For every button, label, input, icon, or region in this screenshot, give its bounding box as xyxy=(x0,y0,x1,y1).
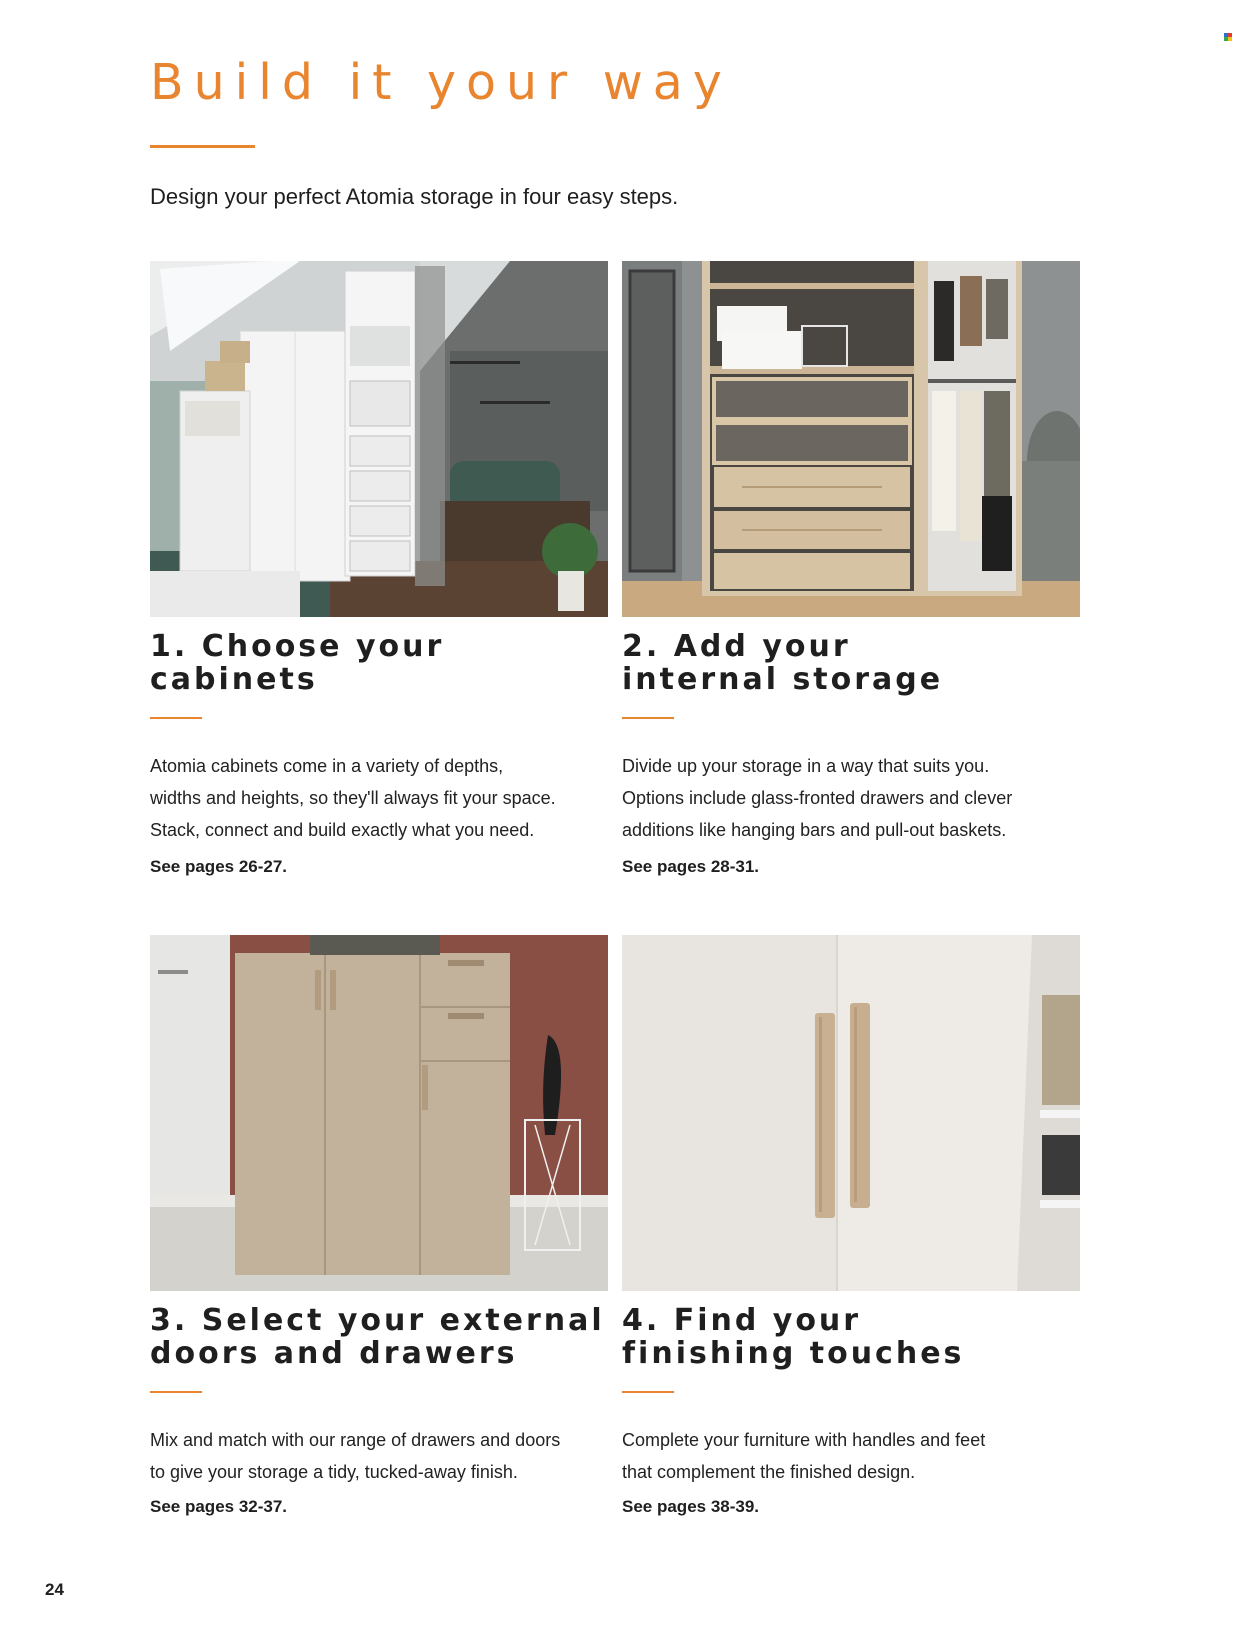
step-3-underline xyxy=(150,1391,202,1393)
step-2-photo xyxy=(622,261,1080,617)
title-underline xyxy=(150,145,255,148)
step-3-photo xyxy=(150,935,608,1291)
step-1-desc-line: Atomia cabinets come in a variety of depths, xyxy=(150,756,504,776)
page-number: 24 xyxy=(45,1580,64,1599)
step-1-desc-line: widths and heights, so they'll always fit your space. xyxy=(150,788,556,808)
step-2-see-pages: See pages 28-31. xyxy=(622,857,760,876)
corner-color-mark xyxy=(1224,33,1232,41)
step-3-title-line-1: 3. Select your external xyxy=(150,1303,605,1338)
step-1-description xyxy=(150,750,610,846)
step-4-title-line-2: finishing touches xyxy=(622,1336,965,1371)
step-2-title-line-1: 2. Add your xyxy=(622,629,851,664)
step-4-see-pages: See pages 38-39. xyxy=(622,1497,760,1516)
step-3-desc-line: to give your storage a tidy, tucked-away finish. xyxy=(150,1462,518,1482)
handle-closeup-image xyxy=(622,935,1080,1291)
step-3-title xyxy=(150,1304,608,1370)
step-2-title-line-2: internal storage xyxy=(622,662,944,697)
page-title: Build it your way xyxy=(150,54,732,111)
step-4-title xyxy=(622,1304,1080,1370)
step-2-desc-line: Divide up your storage in a way that suits you. xyxy=(622,756,990,776)
step-3-see-pages: See pages 32-37. xyxy=(150,1497,288,1516)
step-1-title xyxy=(150,630,608,696)
hallway-cabinet-image xyxy=(150,935,608,1291)
step-3-description xyxy=(150,1424,610,1488)
step-3-desc-line: Mix and match with our range of drawers and doors xyxy=(150,1430,561,1450)
step-4-desc-line: that complement the finished design. xyxy=(622,1462,916,1482)
step-3-title-line-2: doors and drawers xyxy=(150,1336,518,1371)
step-2-description xyxy=(622,750,1082,846)
step-4-photo xyxy=(622,935,1080,1291)
step-1-desc-line: Stack, connect and build exactly what you need. xyxy=(150,820,535,840)
step-1-underline xyxy=(150,717,202,719)
attic-bedroom-image xyxy=(150,261,608,617)
step-1-photo xyxy=(150,261,608,617)
walk-in-wardrobe-image xyxy=(622,261,1080,617)
step-1-title-line-1: 1. Choose your xyxy=(150,629,445,664)
step-2-underline xyxy=(622,717,674,719)
step-2-desc-line: Options include glass-fronted drawers and clever xyxy=(622,788,1013,808)
step-4-description xyxy=(622,1424,1082,1488)
step-4-title-line-1: 4. Find your xyxy=(622,1303,862,1338)
step-1-see-pages: See pages 26-27. xyxy=(150,857,288,876)
step-2-desc-line: additions like hanging bars and pull-out baskets. xyxy=(622,820,1007,840)
intro-text: Design your perfect Atomia storage in four easy steps. xyxy=(150,184,679,209)
step-4-desc-line: Complete your furniture with handles and feet xyxy=(622,1430,986,1450)
step-2-title xyxy=(622,630,1080,696)
step-1-title-line-2: cabinets xyxy=(150,662,318,697)
step-4-underline xyxy=(622,1391,674,1393)
